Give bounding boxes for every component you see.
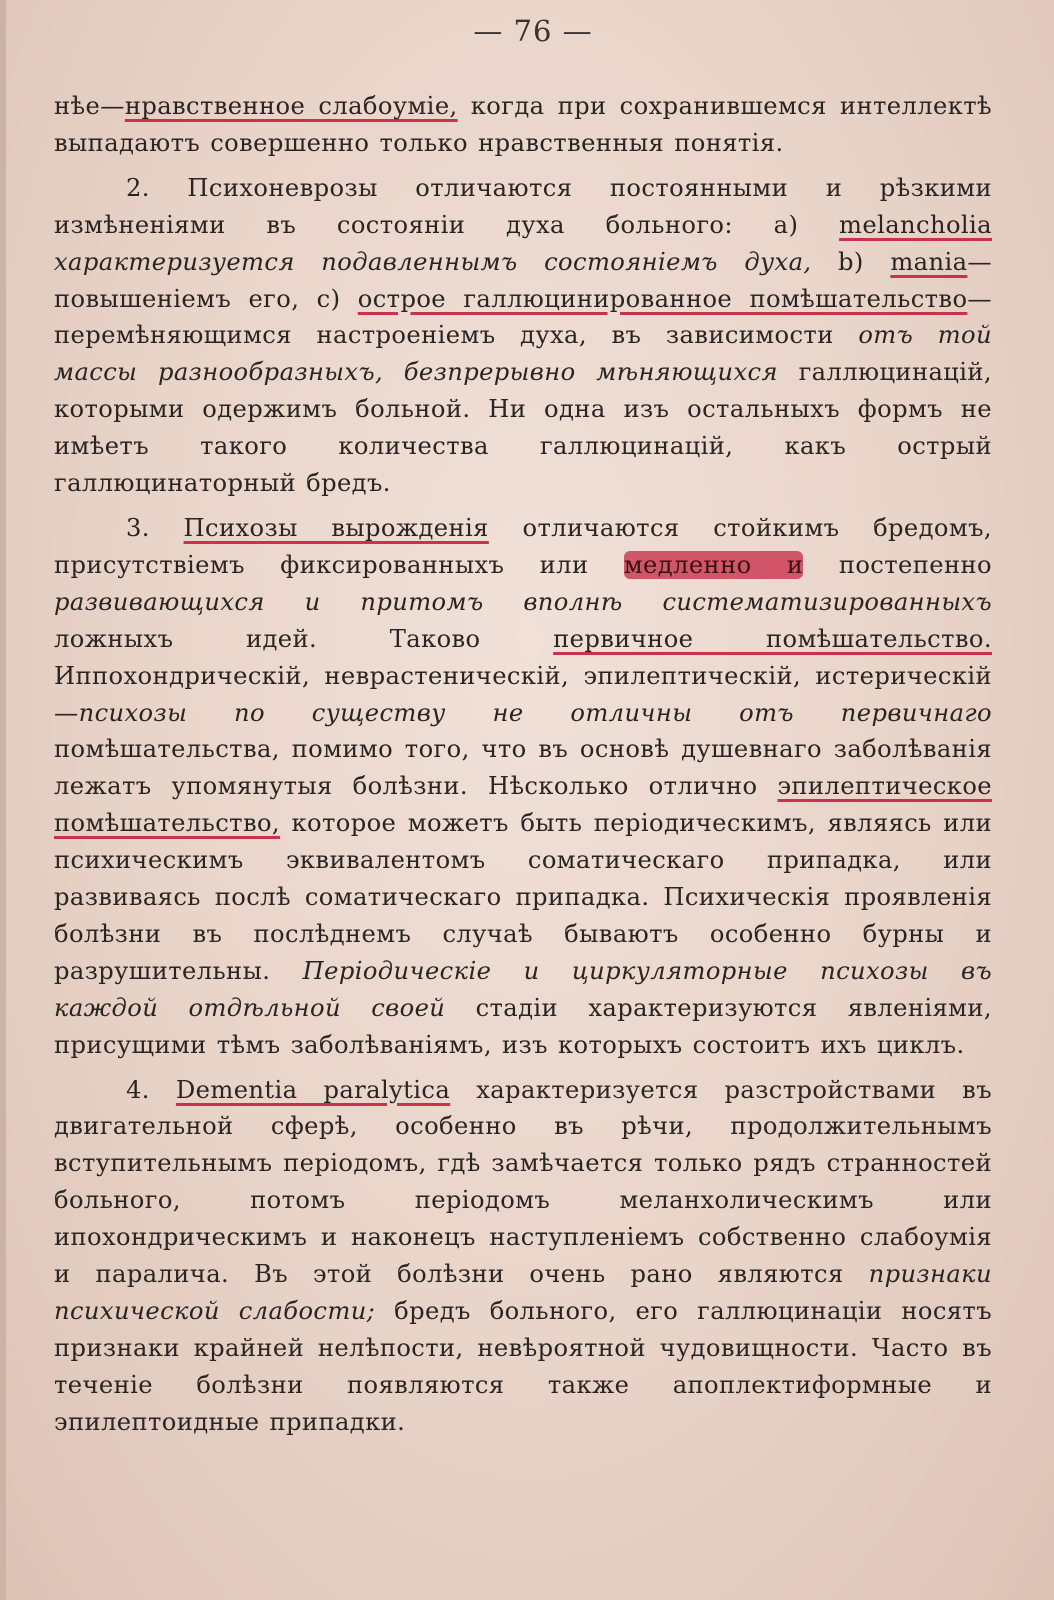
underlined-phrase: острое галлюцинированное помѣшательство [357, 284, 968, 313]
text-run: характеризуется разстройствами въ двигательной сферѣ, особенно въ рѣчи, продолжительнымъ вступительнымъ перiодомъ, гдѣ замѣчается только рядъ странностей больного, потомъ перiодомъ меланхолическимъ или ипохондрическимъ и наконецъ наступленiемъ собственно слабоумiя и паралича. Въ этой болѣзни очень рано являются [54, 1075, 992, 1289]
text-run: 2. Психоневрозы отличаются постоянными и рѣзкими измѣненiями въ состоянiи духа больного: a) [54, 173, 992, 239]
text-run: —перемѣняющимся настроенiемъ духа, въ зависимости [54, 284, 993, 350]
italic-phrase: характеризуется подавленнымъ состоянiемъ духа, [54, 247, 812, 276]
text-run: b) [811, 247, 891, 276]
text-run: галлюцинацiй, которыми одержимъ больной. Ни одна изъ остальныхъ формъ не имѣетъ такого количества галлюцинацiй, какъ острый галлюцинаторный бредъ. [54, 358, 992, 498]
text-run: стадiи характеризуются явленiями, присущими тѣмъ заболѣванiямъ, изъ которыхъ состоитъ ихъ циклъ. [54, 993, 992, 1059]
underlined-phrase: нравственное слабоумiе, [124, 92, 458, 120]
text-run: постепенно [803, 550, 992, 579]
paragraph-2 [54, 510, 992, 1064]
text-run: 3. [126, 513, 184, 542]
text-run: ложныхъ идей. Таково [54, 624, 554, 653]
underlined-phrase: Dementia paralytica [175, 1075, 451, 1104]
italic-phrase: признаки психической слабости; [54, 1260, 992, 1325]
text-run: 4. [126, 1075, 176, 1104]
text-run: когда при сохранившемся интеллектѣ выпадаютъ совершенно только нравственныя понятiя. [54, 92, 992, 157]
text-run: Иппохондрическiй, неврастеническiй, эпилептическiй, истерическiй— [54, 661, 992, 727]
underlined-phrase: Психозы вырожденiя [183, 513, 489, 542]
paragraph-3 [54, 1072, 992, 1441]
underlined-phrase: эпилептическое помѣшательство, [54, 772, 992, 838]
text-run: помѣшательства, помимо того, что въ основѣ душевнаго заболѣванiя лежатъ упомянутыя болѣзни. Нѣсколько отлично [54, 735, 992, 801]
text-run: нѣе— [54, 92, 125, 120]
text-run: —повышенiемъ его, c) [54, 247, 992, 313]
paragraph-1 [54, 170, 992, 502]
body-text [54, 88, 992, 1441]
highlighted-phrase: медленно и [623, 550, 804, 579]
italic-phrase: отъ той массы разнообразныхъ, безпрерывно мѣняющихся [54, 321, 992, 387]
page-number: — 76 — [473, 14, 593, 48]
italic-phrase: Перiодическiе и циркуляторные психозы въ каждой отдѣльной своей [54, 956, 992, 1022]
underlined-phrase: первичное помѣшательство. [553, 624, 992, 653]
italic-phrase: психозы по существу не отличны отъ первичнаго [78, 698, 992, 727]
underlined-phrase: mania [890, 247, 968, 276]
italic-phrase: развивающихся и притомъ вполнѣ систематизированныхъ [54, 587, 992, 616]
text-run: бредъ больного, его галлюцинацiи носятъ признаки крайней нелѣпости, невѣроятной чудовищности. Часто въ теченiе болѣзни появляются также апоплектиформные и эпилептоидные припадки. [54, 1297, 992, 1436]
text-run: отличаются стойкимъ бредомъ, присутствiемъ фиксированныхъ или [54, 513, 992, 579]
text-run: которое можетъ быть перiодическимъ, являясь или психическимъ эквивалентомъ соматическаго припадка, или развиваясь послѣ соматическаго припадка. Психическiя проявленiя болѣзни въ послѣднемъ случаѣ бываютъ особенно бурны и разрушительны. [54, 809, 992, 985]
paragraph-0 [54, 88, 992, 162]
underlined-phrase: melancholia [839, 210, 992, 239]
